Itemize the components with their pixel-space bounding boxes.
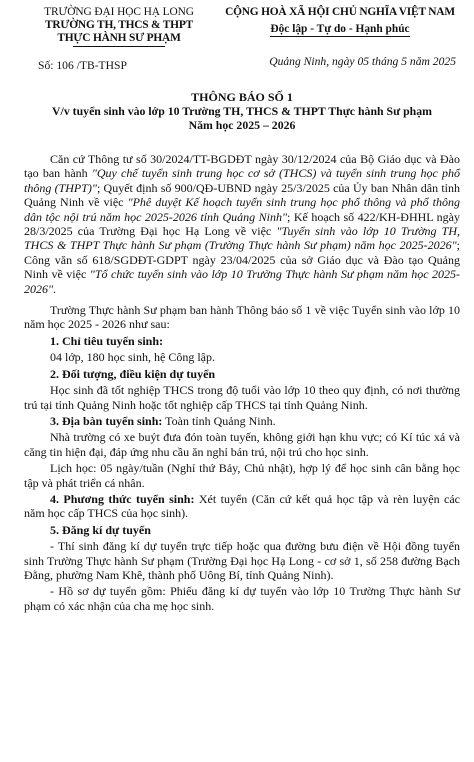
section-3-heading xyxy=(24,414,460,428)
basis-quote-1: "Quy chế tuyển sinh trung học cơ sở (THCS) và tuyển sinh trung học phổ thông (THPT)" xyxy=(24,166,460,195)
section-3-paragraph-2: Lịch học: 05 ngày/tuần (Nghỉ thứ Bảy, Chủ nhật), hợp lý để học sinh cân bằng học tập và phát triển cá nhân. xyxy=(24,461,460,490)
legal-basis-paragraph xyxy=(24,152,460,296)
place-and-date: Quảng Ninh, ngày 05 tháng 5 năm 2025 xyxy=(269,55,456,68)
basis-quote-2: "Phê duyệt Kế hoạch tuyển sinh trung học phổ thông và phổ thông dân tộc nội trú năm học 2025-2026 tỉnh Quảng Ninh" xyxy=(24,195,460,224)
issuing-organization xyxy=(24,6,214,47)
nation-line-1: CỘNG HOÀ XÃ HỘI CHỦ NGHĨA VIỆT NAM xyxy=(225,6,455,18)
section-2-body: Học sinh đã tốt nghiệp THCS trong độ tuổi vào lớp 10 theo quy định, có nơi thường trú tại tỉnh Quảng Ninh hoặc tốt nghiệp cấp THCS tại tỉnh Quảng Ninh. xyxy=(24,383,460,412)
document-meta xyxy=(24,55,460,72)
basis-text-3: ; Kế hoạch số 422/KH-ĐHHL ngày 28/3/2025 của Trường Đại học Hạ Long về việc xyxy=(24,209,460,239)
section-5-title: 5. Đăng kí dự tuyển xyxy=(50,522,151,537)
document-title xyxy=(24,90,460,132)
section-1-title: 1. Chỉ tiêu tuyển sinh: xyxy=(50,333,164,348)
nation-line-2: Độc lập - Tự do - Hạnh phúc xyxy=(270,23,410,35)
basis-quote-3: "Tuyển sinh vào lớp 10 Trường TH, THCS & THPT Thực hành Sư phạm (Trường Thực hành Sư phạm) năm học 2025-2026" xyxy=(24,224,460,253)
org-line-3: THỰC HÀNH SƯ PHẠM xyxy=(57,32,181,44)
document-number: Số: 106 /TB-THSP xyxy=(38,59,127,72)
document-body xyxy=(24,152,460,613)
section-3-paragraph-1: Nhà trường có xe buýt đưa đón toàn tuyến, không giới hạn khu vực; có Kí túc xá và căng tin hiện đại, đáp ứng nhu cầu ăn nghỉ bán trú, nội trú cho học sinh. xyxy=(24,430,460,459)
org-line-1: TRƯỜNG ĐẠI HỌC HẠ LONG xyxy=(44,6,194,18)
section-5-paragraph-1: - Thí sinh đăng kí dự tuyển trực tiếp hoặc qua đường bưu điện về Hội đồng tuyển sinh Trường Thực hành Sư phạm (Trường Đại học Hạ Long - cơ sở 1, số 258 đường Bạch Đằng, phường Nam Khê, thành phố Uông Bí, tỉnh Quảng Ninh). xyxy=(24,539,460,582)
section-5-paragraph-2: - Hồ sơ dự tuyển gồm: Phiếu đăng kí dự tuyển vào lớp 10 Trường Thực hành Sư phạm có xác nhận của cha mẹ học sinh. xyxy=(24,584,460,613)
intro-paragraph: Trường Thực hành Sư phạm ban hành Thông báo số 1 về việc Tuyển sinh vào lớp 10 năm học 2025 - 2026 như sau: xyxy=(24,303,460,332)
org-line-2: TRƯỜNG TH, THCS & THPT xyxy=(44,19,194,31)
basis-quote-4: "Tổ chức tuyển sinh vào lớp 10 Trường Thực hành Sư phạm năm học 2025-2026" xyxy=(24,267,461,296)
document-header xyxy=(24,6,460,47)
basis-text-1: Căn cứ Thông tư số 30/2024/TT-BGDĐT ngày 30/12/2024 của Bộ Giáo dục và Đào tạo ban hành xyxy=(24,152,460,181)
section-4-value: Xét tuyển (Căn cứ kết quả học tập và rèn luyện các năm học cấp THCS của học sinh). xyxy=(24,491,460,521)
section-2-title: 2. Đối tượng, điều kiện dự tuyển xyxy=(50,366,216,381)
section-3-title: 3. Địa bàn tuyển sinh: xyxy=(50,413,163,428)
national-motto xyxy=(220,6,460,47)
title-line-1: THÔNG BÁO SỐ 1 xyxy=(191,90,293,104)
title-line-2: V/v tuyển sinh vào lớp 10 Trường TH, THCS & THPT Thực hành Sư phạm xyxy=(52,104,432,118)
basis-text-2: ; Quyết định số 900/QĐ-UBND ngày 25/3/2025 của Ủy ban Nhân dân tỉnh Quảng Ninh về việc xyxy=(24,180,460,210)
title-line-3: Năm học 2025 – 2026 xyxy=(188,118,296,132)
section-4-heading xyxy=(24,492,460,521)
org-underline xyxy=(73,46,165,47)
section-3-value: Toàn tỉnh Quảng Ninh. xyxy=(162,413,276,428)
section-4-title: 4. Phương thức tuyển sinh: xyxy=(50,491,195,506)
section-1-body: 04 lớp, 180 học sinh, hệ Công lập. xyxy=(50,350,215,365)
basis-text-4: ; Công văn số 618/SGDĐT-GDPT ngày 23/04/2025 của sở Giáo dục và Đào tạo Quảng Ninh về việc xyxy=(24,238,460,282)
basis-text-5: . xyxy=(53,281,57,296)
